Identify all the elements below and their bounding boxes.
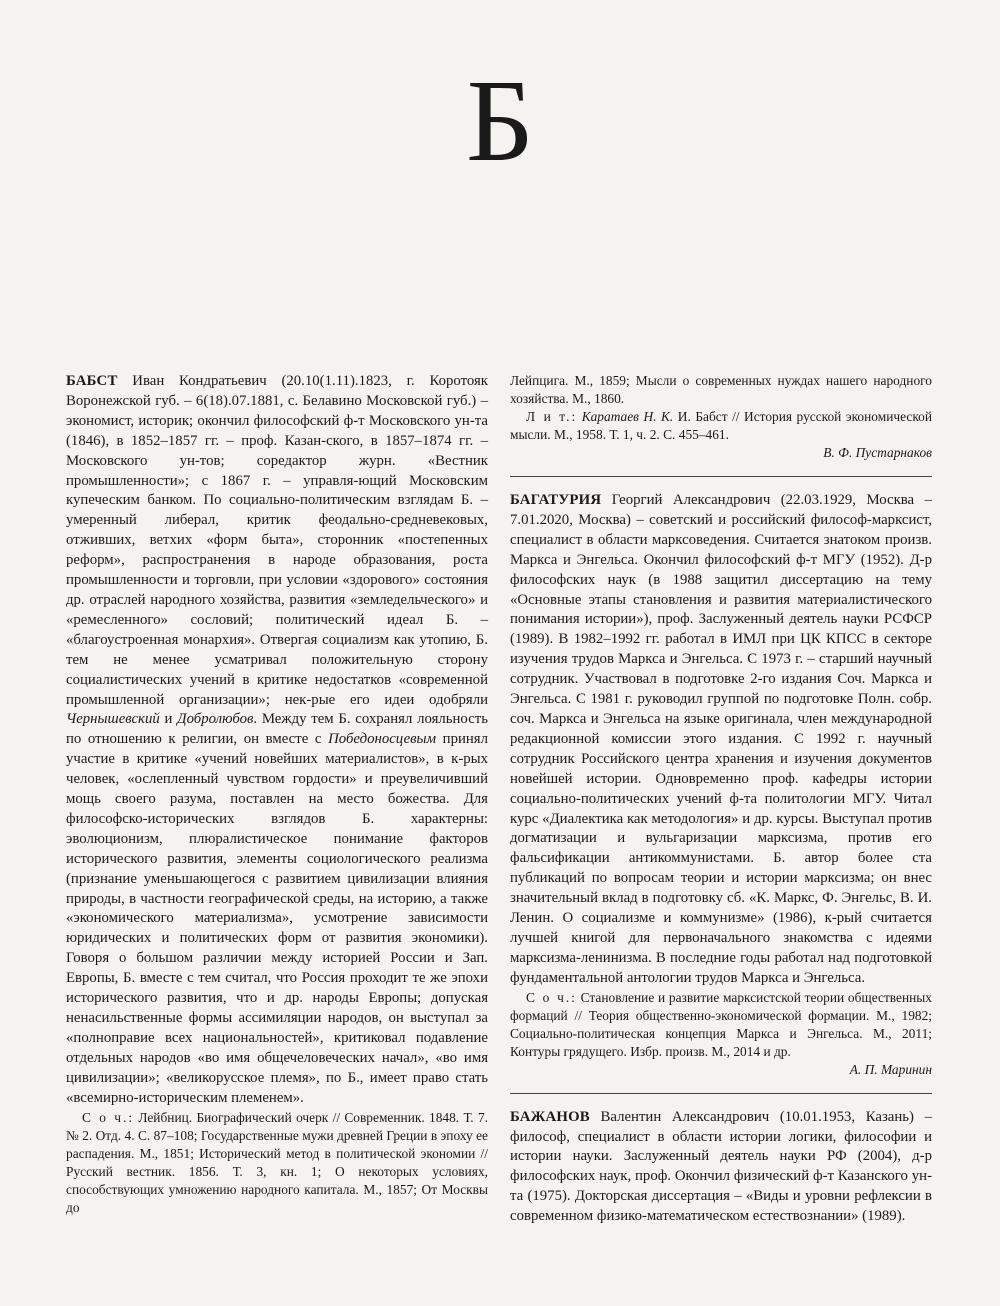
literature-list <box>510 408 932 444</box>
article-body <box>510 1108 932 1227</box>
body-text: Георгий Александрович (22.03.1929, Москва – 7.01.2020, Москва) – советский и российский философ-марксист, специалист в области марксоведения. Считается знатоком произв. Маркса и Энгельса. Окончил философский ф-т МГУ (1952). Д-р философских наук (в 1988 защитил диссертацию на тему «Основные этапы становления и развития материалистического понимания истории»), проф. Заслуженный деятель науки РСФСР (1989). В 1982–1992 гг. работал в ИМЛ при ЦК КПСС в секторе изучения трудов Маркса и Энгельса. С 1973 г. – старший научный сотрудник. Участвовал в подготовке 2-го издания Соч. Маркса и Энгельса. С 1981 г. руководил группой по подготовке Полн. собр. соч. Маркса и Энгельса на языке оригинала, член международной редакционной комиссии этого издания. С 1992 г. научный сотрудник Российского центра хранения и изучения документов новейшей истории. Одновременно проф. кафедры истории социально-политических учений ф-та политологии МГУ. Читал курс «Диалектика как методология» и др. курсы. Выступал против догматизации и вульгаризации марксизма, против его фальсификации антикоммунистами. Б. автор более ста публикаций по вопросам теории и истории марксизма; он внес значительный вклад в подготовку сб. «К. Маркс, Ф. Энгельс, В. И. Ленин. О социализме и коммунизме» (1986), к-рый считается лучшей книгой для первоначального знакомства с идеями марксизма-ленинизма. В последние годы работал над подготовкой фундаментальной антологии трудов Маркса и Энгельса. <box>510 492 932 986</box>
works-label: С о ч.: <box>526 989 577 1005</box>
article-lemma: БАЖАНОВ <box>510 1108 590 1125</box>
works-list <box>66 1109 488 1217</box>
body-text: и <box>159 711 178 728</box>
works-list <box>510 989 932 1061</box>
article-body <box>66 372 488 1109</box>
works-text: Лейбниц. Биографический очерк // Современник. 1848. Т. 7. № 2. Отд. 4. С. 87–108; Государственные мужи древней Греции в эпоху ее распадения. М., 1851; Исторический метод в политической экономии // Русский вестник. 1856. Т. 3, кн. 1; О некоторых условиях, способствующих умножению народного капитала. М., 1857; От Москвы до <box>66 1109 489 1215</box>
article-author: А. П. Маринин <box>849 1061 932 1077</box>
article-divider <box>510 476 932 477</box>
body-text: Валентин Александрович (10.01.1953, Казань) – философ, специалист в области истории логики, философии и истории науки. Заслуженный деятель науки РФ (2004), д-р философских наук, проф. Окончил физический ф-т Казанского ун-та (1975). Докторская диссертация – «Виды и уровни рефлексии в современном физико-математическом естествознании» (1989). <box>510 1108 932 1225</box>
body-text: Иван Кондратьевич (20.10(1.11).1823, г. Коротояк Воронежской губ. – 6(18).07.1881, с. Белавино Московской губ.) – экономист, историк; окончил философский ф-т Московского ун-та (1846), в 1852–1857 гг. – проф. Казан-ского, в 1857–1874 гг. – Московского ун-тов; соредактор журн. «Вестник промышленности»; с 1867 г. – управля-ющий Московским купеческим банком. По социально-политическим взглядам Б. – умеренный либерал, критик феодально-средневековых, отживших, ветхих «форм быта», сторонник «постепенных реформ», распространения в народе образования, роста промышленности и торговли, при условии «здорового» состояния др. отраслей народного хозяйства, развития «земледельческого» и «ремесленного» сословий; политический идеал Б. – «благоустроенная монархия». Отвергая социализм как утопию, Б. тем не менее усматривал положительную сторону социалистических учений в критике недостатков «современной промышленной организации»; нек-рые его идеи одобряли <box>66 373 488 708</box>
literature-author: Каратаев Н. К. <box>581 409 674 424</box>
literature-text: И. Бабст // История русской экономической мысли. М., 1958. Т. 1, ч. 2. С. 455–461. <box>510 409 933 442</box>
left-column <box>66 372 488 1231</box>
article-divider <box>510 1093 932 1094</box>
works-list-continued: Лейпцига. М., 1859; Мысли о современных нуждах нашего народного хозяйства. М., 1860. <box>510 373 932 406</box>
body-text: . Между тем Б. сохранял лояльность по отношению к религии, он вместе с <box>66 711 488 748</box>
person-name: Добролюбов <box>177 711 254 728</box>
article-body <box>510 491 932 989</box>
right-column <box>510 372 932 1241</box>
article-lemma: БАГАТУРИЯ <box>510 492 602 508</box>
section-letter: Б <box>466 55 534 186</box>
body-text: принял участие в критике «учений новейших материалистов», в к-рых человек, «ослепленный чувством гордости» и преувеличивший мощь своего разума, поставлен на место божества. Для философско-исторических взглядов Б. характерны: эволюционизм, плюралистическое понимание факторов исторического развития, элементы социологического реализма (признание уменьшающегося с развитием цивилизации влияния природы, в частности географической среды, на историю, а также «экономического материализма», усмотрение зависимости юридических и политических форм от развития экономики). Говоря о большом различии между историей России и Зап. Европы, Б. вместе с тем считал, что Россия проходит те же эпохи исторического развития, что и др. народы Европы; допуская ненасильственные формы ассимиляции народов, он выступал за «полноправие всех национальностей», критиковал подавление отдельных народов «во имя общечеловеческих начал», «во имя цивилизации»; «великорусское племя», по Б., имеет право стать «всемирно-историческим племенем». <box>66 731 488 1106</box>
article-bazhanov <box>510 1108 932 1227</box>
article-bagaturiya <box>510 491 932 1079</box>
person-name: Чернышевский <box>66 711 160 728</box>
literature-label: Л и т.: <box>526 409 578 424</box>
article-author: В. Ф. Пустарнаков <box>823 445 932 460</box>
works-label: С о ч.: <box>82 1109 135 1125</box>
article-lemma: БАБСТ <box>66 373 118 389</box>
article-babst <box>66 372 488 1217</box>
person-name: Победоносцевым <box>328 731 437 748</box>
works-text: Становление и развитие марксистской теории общественных формаций // Теория общественно-экономической формации. М., 1982; Социально-политическая концепция Маркса и Энгельса. М., 2011; Контуры грядущего. Избр. произв. М., 2014 и др. <box>510 989 933 1059</box>
article-babst-continued <box>510 372 932 462</box>
